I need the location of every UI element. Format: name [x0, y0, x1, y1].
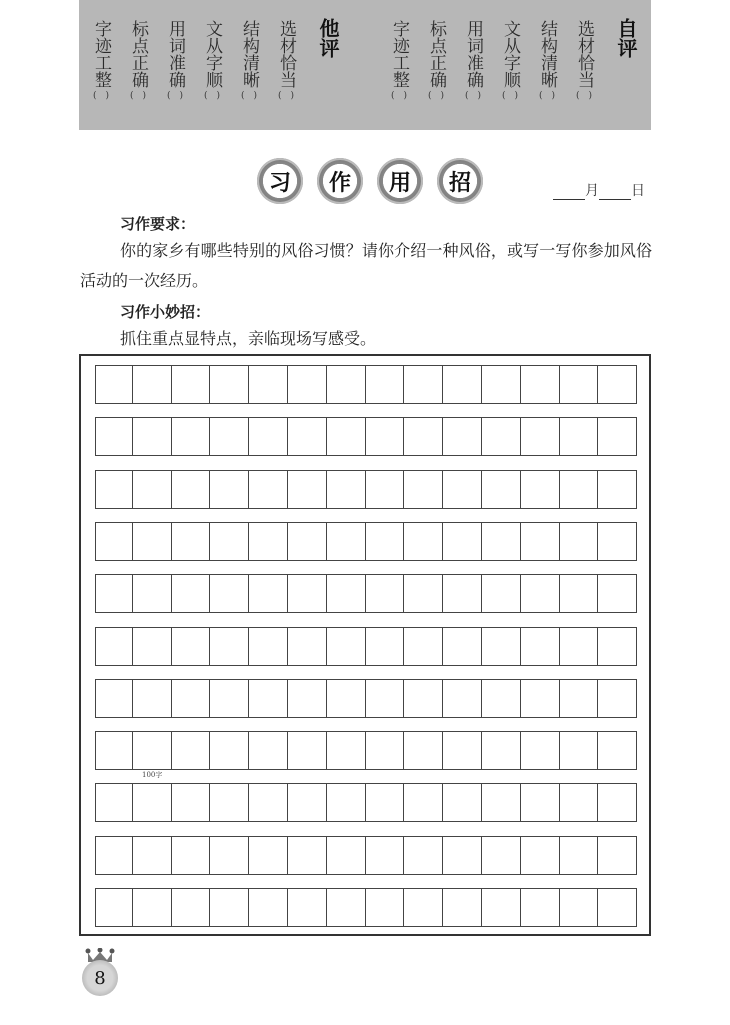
- grid-cell[interactable]: [133, 365, 172, 404]
- criterion-self-3: [498, 20, 522, 102]
- grid-cell[interactable]: [366, 888, 405, 927]
- grid-cell[interactable]: [210, 836, 249, 875]
- grid-cell[interactable]: [95, 522, 133, 561]
- criterion-self-4: [535, 20, 559, 102]
- grid-cell[interactable]: [521, 888, 560, 927]
- criterion-label: 字迹工整: [389, 20, 409, 88]
- grid-cell[interactable]: [443, 365, 482, 404]
- grid-cell[interactable]: [288, 522, 327, 561]
- grid-row: [95, 888, 637, 928]
- grid-cell[interactable]: [482, 417, 521, 456]
- grid-cell[interactable]: [404, 417, 443, 456]
- month-blank[interactable]: [553, 185, 585, 200]
- score-slot[interactable]: ( ): [427, 91, 445, 101]
- page-number-circle: [82, 960, 118, 996]
- grid-cell[interactable]: [133, 836, 172, 875]
- score-slot[interactable]: ( ): [92, 91, 110, 101]
- day-label: 日: [631, 183, 645, 199]
- grid-cell[interactable]: [482, 574, 521, 613]
- grid-cell[interactable]: [404, 679, 443, 718]
- grid-cell[interactable]: [210, 417, 249, 456]
- grid-cell[interactable]: [327, 417, 366, 456]
- grid-cell[interactable]: [288, 836, 327, 875]
- grid-cell[interactable]: [172, 627, 211, 666]
- grid-cell[interactable]: [133, 627, 172, 666]
- grid-cell[interactable]: [560, 836, 599, 875]
- grid-cell[interactable]: [521, 627, 560, 666]
- grid-cell[interactable]: [249, 365, 288, 404]
- grid-cell[interactable]: [133, 731, 172, 770]
- grid-cell[interactable]: [95, 470, 133, 509]
- criterion-self-0: [387, 20, 411, 102]
- title-char: 招: [448, 170, 471, 196]
- grid-row: [95, 522, 637, 562]
- grid-cell[interactable]: [443, 522, 482, 561]
- score-slot[interactable]: ( ): [277, 91, 295, 101]
- grid-cell[interactable]: [288, 574, 327, 613]
- grid-cell[interactable]: [366, 679, 405, 718]
- criterion-label: 文从字顺: [202, 20, 222, 88]
- grid-cell[interactable]: [249, 888, 288, 927]
- criterion-self-1: [424, 20, 448, 102]
- grid-cell[interactable]: [366, 627, 405, 666]
- grid-cell[interactable]: [327, 522, 366, 561]
- grid-cell[interactable]: [133, 679, 172, 718]
- grid-row: [95, 417, 637, 457]
- grid-cell[interactable]: [560, 783, 599, 822]
- requirement-heading: 习作要求：: [120, 215, 196, 233]
- grid-cell[interactable]: [210, 470, 249, 509]
- grid-cell[interactable]: [95, 888, 133, 927]
- grid-cell[interactable]: [327, 627, 366, 666]
- grid-cell[interactable]: [598, 783, 637, 822]
- criterion-label: 用词准确: [165, 20, 185, 88]
- grid-cell[interactable]: [95, 836, 133, 875]
- grid-cell[interactable]: [521, 522, 560, 561]
- grid-cell[interactable]: [172, 417, 211, 456]
- grid-cell[interactable]: [443, 574, 482, 613]
- criterion-peer-2: [163, 20, 187, 102]
- grid-cell[interactable]: [327, 783, 366, 822]
- grid-cell[interactable]: [404, 836, 443, 875]
- grid-cell[interactable]: [521, 836, 560, 875]
- grid-cell[interactable]: [249, 470, 288, 509]
- score-slot[interactable]: ( ): [575, 91, 593, 101]
- grid-cell[interactable]: [249, 836, 288, 875]
- grid-cell[interactable]: [133, 522, 172, 561]
- grid-cell[interactable]: [327, 574, 366, 613]
- grid-row: [95, 783, 637, 823]
- tips-heading: 习作小妙招：: [120, 303, 211, 321]
- writing-grid: [79, 354, 651, 936]
- title-char: 用: [388, 170, 411, 196]
- grid-cell[interactable]: [560, 627, 599, 666]
- grid-cell[interactable]: [598, 888, 637, 927]
- grid-cell[interactable]: [327, 679, 366, 718]
- grid-cell[interactable]: [95, 574, 133, 613]
- grid-cell[interactable]: [210, 679, 249, 718]
- grid-cell[interactable]: [521, 783, 560, 822]
- grid-cell[interactable]: [249, 679, 288, 718]
- grid-row: [95, 836, 637, 876]
- grid-cell[interactable]: [172, 365, 211, 404]
- grid-cell[interactable]: [404, 731, 443, 770]
- score-slot[interactable]: ( ): [240, 91, 258, 101]
- grid-cell[interactable]: [404, 783, 443, 822]
- day-blank[interactable]: [599, 185, 631, 200]
- grid-cell[interactable]: [288, 627, 327, 666]
- grid-cell[interactable]: [249, 574, 288, 613]
- title-seal: [317, 158, 363, 204]
- grid-cell[interactable]: [95, 679, 133, 718]
- grid-cell[interactable]: [482, 365, 521, 404]
- grid-cell[interactable]: [172, 679, 211, 718]
- grid-cell[interactable]: [95, 731, 133, 770]
- grid-cell[interactable]: [560, 731, 599, 770]
- grid-cell[interactable]: [133, 470, 172, 509]
- grid-cell[interactable]: [133, 417, 172, 456]
- grid-cell[interactable]: [366, 836, 405, 875]
- title-char: 作: [328, 170, 351, 196]
- grid-cell[interactable]: [598, 731, 637, 770]
- score-slot[interactable]: ( ): [501, 91, 519, 101]
- grid-cell[interactable]: [598, 365, 637, 404]
- grid-cell[interactable]: [210, 574, 249, 613]
- grid-cell[interactable]: [366, 365, 405, 404]
- peer-evaluation-title: 他评: [316, 18, 340, 58]
- criterion-label: 结构清晰: [537, 20, 557, 88]
- grid-cell[interactable]: [366, 522, 405, 561]
- grid-cell[interactable]: [443, 731, 482, 770]
- score-slot[interactable]: ( ): [464, 91, 482, 101]
- grid-cell[interactable]: [598, 836, 637, 875]
- grid-cell[interactable]: [560, 417, 599, 456]
- criterion-label: 字迹工整: [91, 20, 111, 88]
- grid-cell[interactable]: [172, 574, 211, 613]
- grid-cell[interactable]: [249, 731, 288, 770]
- grid-cell[interactable]: [95, 627, 133, 666]
- grid-cell[interactable]: [598, 679, 637, 718]
- criterion-label: 选材恰当: [574, 20, 594, 88]
- grid-row: [95, 627, 637, 667]
- grid-cell[interactable]: [95, 365, 133, 404]
- grid-cell[interactable]: [366, 470, 405, 509]
- month-label: 月: [585, 183, 599, 199]
- grid-cell[interactable]: [288, 417, 327, 456]
- grid-cell[interactable]: [482, 627, 521, 666]
- grid-cell[interactable]: [521, 679, 560, 718]
- criterion-label: 结构清晰: [239, 20, 259, 88]
- title-seal: [257, 158, 303, 204]
- title-seal: [377, 158, 423, 204]
- grid-cell[interactable]: [482, 679, 521, 718]
- grid-cell[interactable]: [443, 470, 482, 509]
- grid-cell[interactable]: [172, 470, 211, 509]
- grid-cell[interactable]: [560, 888, 599, 927]
- grid-cell[interactable]: [404, 888, 443, 927]
- grid-cell[interactable]: [366, 783, 405, 822]
- grid-cell[interactable]: [598, 522, 637, 561]
- criterion-label: 标点正确: [128, 20, 148, 88]
- grid-cell[interactable]: [560, 679, 599, 718]
- grid-cell[interactable]: [172, 783, 211, 822]
- grid-cell[interactable]: [482, 731, 521, 770]
- grid-cell[interactable]: [172, 888, 211, 927]
- grid-cell[interactable]: [598, 417, 637, 456]
- requirement-text: 你的家乡有哪些特别的风俗习惯？请你介绍一种风俗，或写一写你参加风俗活动的一次经历。: [80, 241, 652, 290]
- grid-cell[interactable]: [210, 888, 249, 927]
- grid-cell[interactable]: [521, 574, 560, 613]
- grid-row: [95, 574, 637, 614]
- grid-cell[interactable]: [327, 470, 366, 509]
- criterion-peer-0: [89, 20, 113, 102]
- grid-row: [95, 470, 637, 510]
- grid-cell[interactable]: [210, 731, 249, 770]
- grid-cell[interactable]: [172, 522, 211, 561]
- grid-cell[interactable]: [521, 731, 560, 770]
- criterion-peer-3: [200, 20, 224, 102]
- grid-cell[interactable]: [404, 522, 443, 561]
- criterion-peer-5: [274, 20, 298, 102]
- criterion-self-5: [572, 20, 596, 102]
- grid-cell[interactable]: [249, 522, 288, 561]
- self-evaluation-title: 自评: [614, 18, 638, 58]
- grid-row: [95, 731, 637, 771]
- grid-cell[interactable]: [560, 574, 599, 613]
- criterion-label: 文从字顺: [500, 20, 520, 88]
- grid-cell[interactable]: [288, 783, 327, 822]
- title-char: 习: [268, 170, 291, 196]
- grid-cell[interactable]: [210, 627, 249, 666]
- grid-cell[interactable]: [560, 470, 599, 509]
- grid-cell[interactable]: [482, 888, 521, 927]
- grid-cell[interactable]: [598, 627, 637, 666]
- grid-cell[interactable]: [404, 574, 443, 613]
- grid-cell[interactable]: [288, 888, 327, 927]
- criterion-self-2: [461, 20, 485, 102]
- grid-cell[interactable]: [327, 365, 366, 404]
- grid-cell[interactable]: [366, 574, 405, 613]
- grid-cell[interactable]: [133, 574, 172, 613]
- grid-cell[interactable]: [443, 888, 482, 927]
- grid-cell[interactable]: [95, 783, 133, 822]
- page-number-badge: [78, 948, 122, 1000]
- grid-cell[interactable]: [327, 888, 366, 927]
- grid-cell[interactable]: [288, 731, 327, 770]
- grid-cell[interactable]: [133, 783, 172, 822]
- grid-cell[interactable]: [249, 417, 288, 456]
- score-slot[interactable]: ( ): [390, 91, 408, 101]
- grid-row: [95, 679, 637, 719]
- grid-cell[interactable]: [598, 470, 637, 509]
- grid-cell[interactable]: [249, 627, 288, 666]
- grid-cell[interactable]: [366, 731, 405, 770]
- evaluation-band: [79, 0, 651, 130]
- grid-cell[interactable]: [521, 470, 560, 509]
- score-slot[interactable]: ( ): [129, 91, 147, 101]
- grid-cell[interactable]: [482, 522, 521, 561]
- grid-cell[interactable]: [404, 365, 443, 404]
- grid-cell[interactable]: [482, 783, 521, 822]
- grid-cell[interactable]: [443, 679, 482, 718]
- grid-cell[interactable]: [210, 522, 249, 561]
- criterion-peer-1: [126, 20, 150, 102]
- grid-cell[interactable]: [560, 365, 599, 404]
- criterion-label: 标点正确: [426, 20, 446, 88]
- grid-cell[interactable]: [404, 470, 443, 509]
- grid-cell[interactable]: [327, 836, 366, 875]
- grid-cell[interactable]: [482, 470, 521, 509]
- grid-cell[interactable]: [95, 417, 133, 456]
- grid-cell[interactable]: [288, 365, 327, 404]
- criterion-peer-4: [237, 20, 261, 102]
- grid-cell[interactable]: [443, 627, 482, 666]
- grid-cell[interactable]: [443, 783, 482, 822]
- grid-cell[interactable]: [598, 574, 637, 613]
- grid-cell[interactable]: [443, 836, 482, 875]
- grid-cell[interactable]: [172, 836, 211, 875]
- tips-text: 抓住重点显特点，亲临现场写感受。: [120, 329, 377, 348]
- grid-cell[interactable]: [521, 365, 560, 404]
- grid-cell[interactable]: [210, 783, 249, 822]
- score-slot[interactable]: ( ): [203, 91, 221, 101]
- date-line: [553, 180, 645, 200]
- score-slot[interactable]: ( ): [166, 91, 184, 101]
- grid-cell[interactable]: [327, 731, 366, 770]
- grid-cell[interactable]: [443, 417, 482, 456]
- grid-cell[interactable]: [404, 627, 443, 666]
- score-slot[interactable]: ( ): [538, 91, 556, 101]
- grid-cell[interactable]: [288, 470, 327, 509]
- grid-cell[interactable]: [521, 417, 560, 456]
- grid-cell[interactable]: [210, 365, 249, 404]
- page-number: 8: [94, 967, 106, 989]
- grid-cell[interactable]: [172, 731, 211, 770]
- grid-cell[interactable]: [366, 417, 405, 456]
- grid-cell[interactable]: [482, 836, 521, 875]
- grid-cell[interactable]: [249, 783, 288, 822]
- grid-cell[interactable]: [133, 888, 172, 927]
- criterion-label: 选材恰当: [276, 20, 296, 88]
- grid-cell[interactable]: [288, 679, 327, 718]
- word-count-mark: 100字: [142, 771, 163, 779]
- title-seal: [437, 158, 483, 204]
- grid-cell[interactable]: [560, 522, 599, 561]
- criterion-label: 用词准确: [463, 20, 483, 88]
- grid-row: [95, 365, 637, 405]
